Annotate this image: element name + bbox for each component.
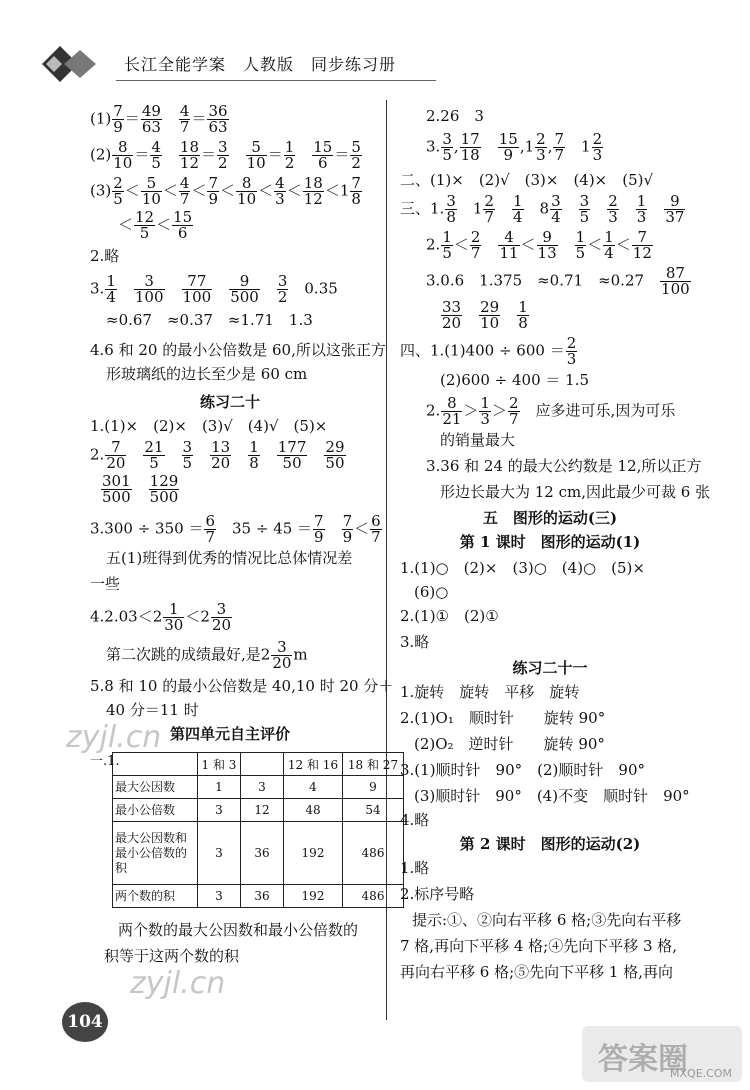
- answer-line: 2.略: [90, 247, 120, 265]
- answer-line: 提示:①、②向右平移 6 格;③先向右平移: [412, 911, 682, 929]
- answer-line: 4.略: [400, 811, 430, 829]
- evaluation-table: [112, 752, 404, 908]
- unit-title: 五 图形的运动(三): [482, 509, 618, 527]
- answer-line: (2)600 ÷ 400 ＝ 1.5: [440, 371, 590, 389]
- answer-line: 2. $\frac{8}{21}$ ＞ $\frac{1}{3}$ ＞ $\frac{2}{7}$ 应多进可乐,因为可乐: [426, 394, 676, 428]
- answer-line: 2. $\frac{1}{5}$ ＜ $\frac{2}{7}$ $\frac{4}{11}$ ＜ $\frac{9}{13}$ $\frac{1}{5}$ ＜ $\frac{1}{4}$ ＜ $\frac{7}{12}$: [426, 228, 652, 262]
- answer-line: 4.6 和 20 的最小公倍数是 60,所以这张正方: [90, 341, 386, 359]
- answer-line: 3.36 和 24 的最大公约数是 12,所以正方: [426, 457, 702, 475]
- answer-line: ＜ $\frac{12}{5}$ ＜ $\frac{15}{6}$: [118, 208, 193, 242]
- answer-line: 积等于这两个数的积: [104, 947, 240, 965]
- answer-line: (2)O₂ 逆时针 旋转 90°: [414, 735, 605, 753]
- answer-line: 四、1.(1)400 ÷ 600 ＝ $\frac{2}{3}$: [400, 334, 577, 368]
- answer-line: 的销量最大: [440, 431, 516, 449]
- watermark-stamp: 答案圈 MXQE.COM: [582, 1026, 742, 1082]
- answer-line: 1.(1)× (2)× (3)√ (4)√ (5)×: [90, 417, 328, 435]
- header-rule: [116, 80, 436, 81]
- page-number: 104: [62, 1002, 108, 1042]
- answer-line: 第二次跳的成绩最好,是2 $\frac{3}{20}$ m: [106, 638, 308, 672]
- answer-line: (3) $\frac{2}{5}$ ＜ $\frac{5}{10}$ ＜ $\frac{4}{7}$ ＜ $\frac{7}{9}$ ＜ $\frac{8}{10}$ ＜ $\frac{4}{3}$ ＜ $\frac{18}{12}$ ＜1 $\frac{7}{8}$: [90, 174, 361, 208]
- answer-line: 3.(1)顺时针 90° (2)顺时针 90°: [400, 761, 645, 779]
- answer-line: 2.标序号略: [400, 885, 475, 903]
- table-row: 两个数的积 3 36 192 486: [113, 885, 404, 908]
- section-title: 练习二十一: [512, 659, 588, 677]
- answer-line: 1.(1)○ (2)× (3)○ (4)○ (5)×: [400, 559, 645, 577]
- section-title: 练习二十: [199, 393, 260, 411]
- answer-line: 3. $\frac{3}{5}$ , $\frac{17}{18}$ $\frac{15}{9}$ ,1 $\frac{2}{3}$ , $\frac{7}{7}$ 1 $\frac{2}{3}$: [426, 130, 603, 164]
- watermark-text: zyjl.cn: [130, 966, 226, 1001]
- book-title: 长江全能学案 人教版 同步练习册: [124, 55, 397, 74]
- answer-line: (1) $\frac{7}{9}$ ＝ $\frac{49}{63}$ $\frac{4}{7}$ ＝ $\frac{36}{63}$: [90, 102, 228, 136]
- answer-line: 两个数的最大公因数和最小公倍数的: [118, 921, 359, 939]
- answer-line: 3.300 ÷ 350 ＝ $\frac{6}{7}$ 35 ÷ 45 ＝ $\frac{7}{9}$ $\frac{7}{9}$ ＜ $\frac{6}{7}$: [90, 512, 381, 546]
- answer-line: $\frac{301}{500}$ $\frac{129}{500}$: [102, 472, 179, 506]
- answer-line: 3. $\frac{1}{4}$ $\frac{3}{100}$ $\frac{77}{100}$ $\frac{9}{500}$ $\frac{3}{2}$ 0.35: [90, 272, 338, 306]
- question-index: 一.1.: [90, 754, 120, 769]
- table-row: 最大公因数 1 3 4 9: [113, 776, 404, 799]
- answer-line: (2) $\frac{8}{10}$ ＝ $\frac{4}{5}$ $\frac{18}{12}$ ＝ $\frac{3}{2}$ $\frac{5}{10}$ ＝ $\frac{1}{2}$ $\frac{15}{6}$ ＝ $\frac{5}{2}$: [90, 138, 361, 172]
- answer-line: 二、(1)× (2)√ (3)× (4)× (5)√: [400, 171, 654, 189]
- watermark-text: zyjl.cn: [66, 720, 162, 755]
- answer-line: 5.8 和 10 的最小公倍数是 40,10 时 20 分＋: [90, 677, 394, 695]
- page-header: [40, 42, 720, 90]
- diamond-logo-icon: [40, 44, 110, 84]
- answer-line: 形边长最大为 12 cm,因此最少可裁 6 张: [440, 483, 711, 501]
- answer-line: 再向右平移 6 格;⑤先向下平移 1 格,再向: [400, 963, 673, 981]
- answer-line: 形玻璃纸的边长至少是 60 cm: [106, 365, 308, 383]
- lesson-title: 第 1 课时 图形的运动(1): [459, 533, 641, 551]
- table-row: 最大公因数和最小公倍数的积 3 36 192 486: [113, 822, 404, 885]
- table-row: 最小公倍数 3 12 48 54: [113, 799, 404, 822]
- answer-line: $\frac{33}{20}$ $\frac{29}{10}$ $\frac{1}{8}$: [442, 298, 528, 332]
- answer-line: (3)顺时针 90° (4)不变 顺时针 90°: [414, 787, 690, 805]
- answer-line: 2.(1)O₁ 顺时针 旋转 90°: [400, 709, 606, 727]
- answer-line: 3.略: [400, 633, 430, 651]
- answer-line: 2.(1)① (2)①: [400, 607, 499, 625]
- lesson-title: 第 2 课时 图形的运动(2): [459, 835, 641, 853]
- answer-line: (6)○: [414, 583, 449, 601]
- answer-line: 1.旋转 旋转 平移 旋转: [400, 683, 580, 701]
- answer-line: ≈0.67 ≈0.37 ≈1.71 1.3: [106, 311, 313, 329]
- table-row: 1 和 3 12 和 16 18 和 27: [113, 753, 404, 776]
- section-title: 第四单元自主评价: [169, 725, 290, 743]
- answer-line: 7 格,再向下平移 4 格;④先向下平移 3 格,: [400, 937, 678, 955]
- answer-line: 4.2.03＜2 $\frac{1}{30}$ ＜2 $\frac{3}{20}$: [90, 600, 231, 634]
- answer-line: 1.略: [400, 859, 430, 877]
- answer-line: 一些: [90, 575, 121, 593]
- answer-line: 40 分＝11 时: [106, 701, 199, 719]
- answer-line: 五(1)班得到优秀的情况比总体情况差: [106, 549, 353, 567]
- answer-line: 2. $\frac{7}{20}$ $\frac{21}{5}$ $\frac{3}{5}$ $\frac{13}{20}$ $\frac{1}{8}$ $\frac{177}{50}$ $\frac{29}{50}$: [90, 438, 345, 472]
- answer-line: 3.0.6 1.375 ≈0.71 ≈0.27 $\frac{87}{100}$: [426, 264, 690, 298]
- answer-line: 三、1. $\frac{3}{8}$ 1 $\frac{2}{7}$ $\frac{1}{4}$ 8 $\frac{3}{4}$ $\frac{3}{5}$ $\frac{2}{3}$ $\frac{1}{3}$ $\frac{9}{37}$: [400, 192, 685, 226]
- answer-line: 2.26 3: [426, 107, 484, 125]
